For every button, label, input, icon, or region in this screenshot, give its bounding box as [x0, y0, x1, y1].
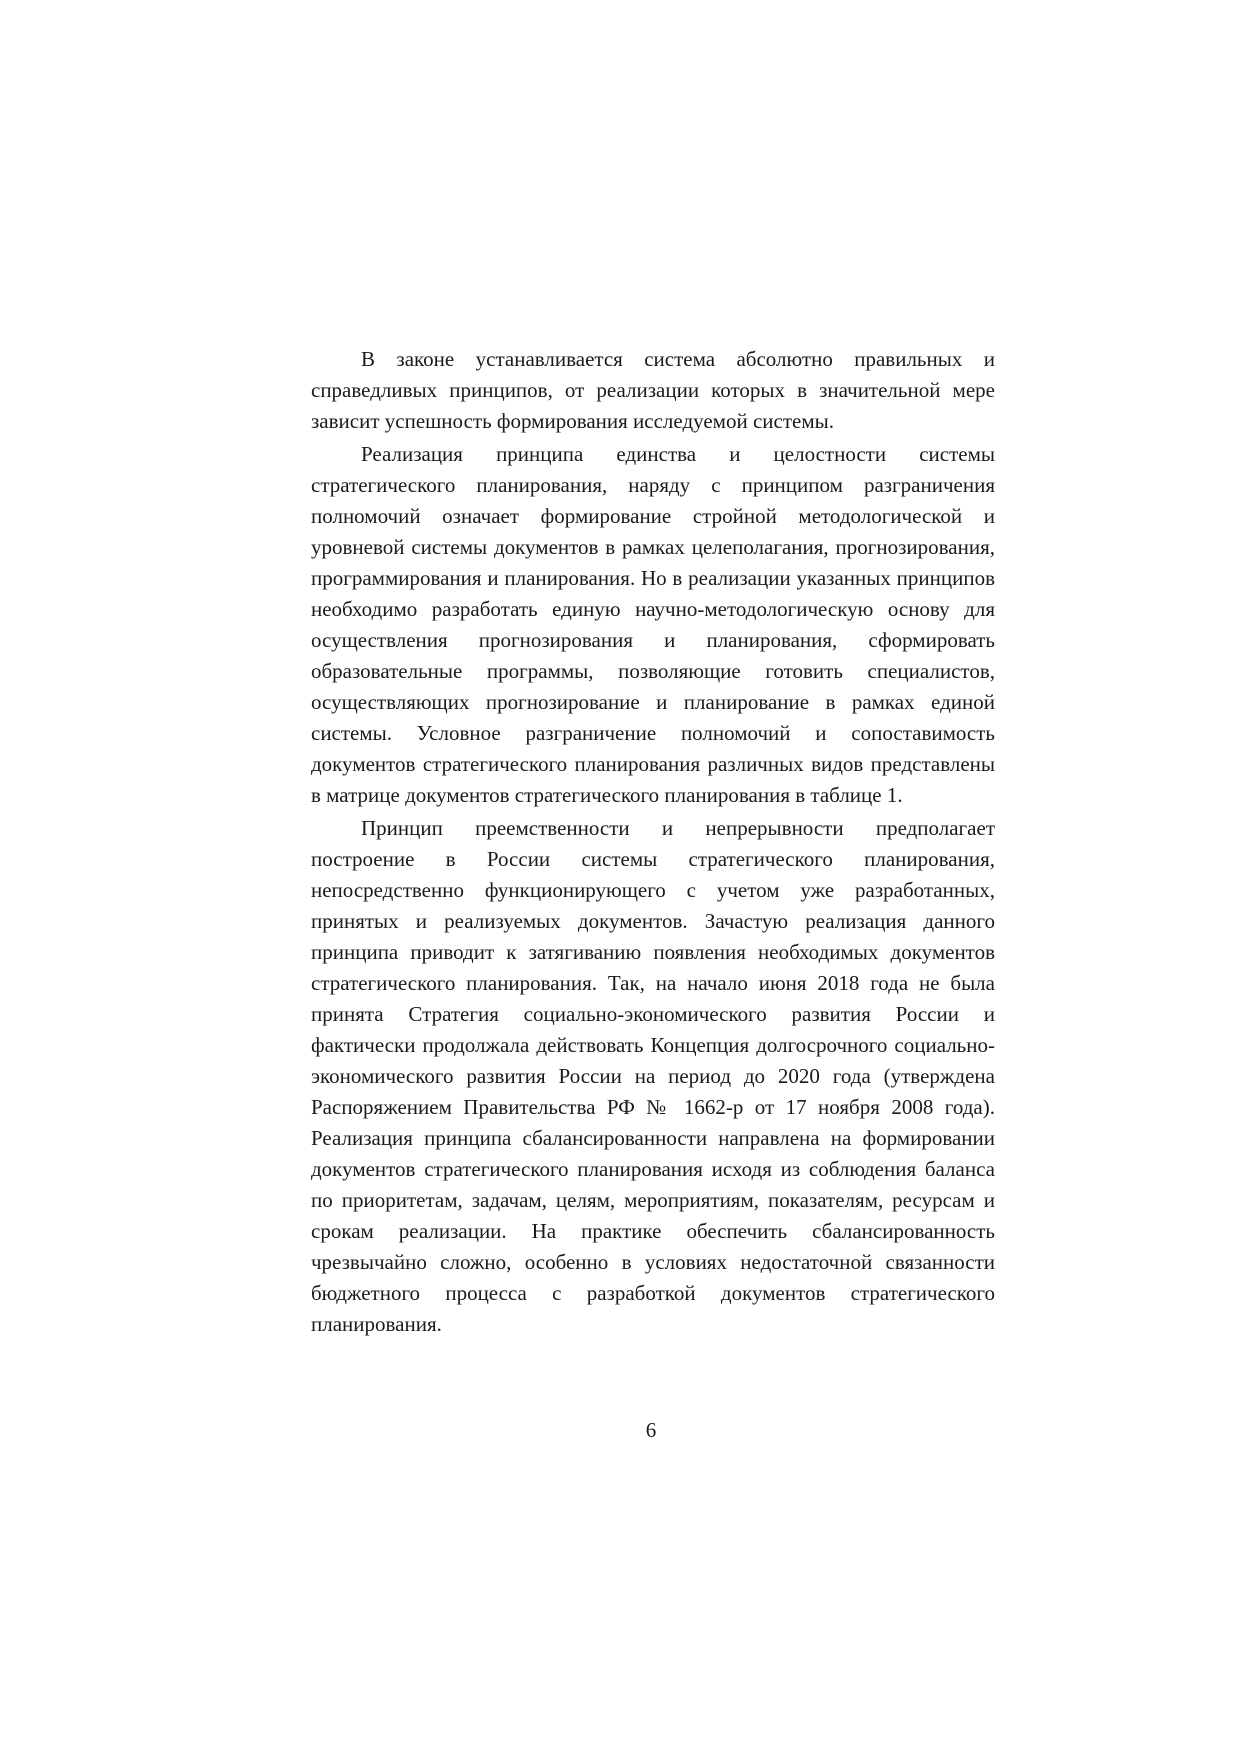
paragraph-law-principles: В законе устанавливается система абсолютно правильных и справедливых принципов, от реализации которых в значительной мере зависит успешность формирования исследуемой системы. — [311, 347, 995, 433]
paragraph-unity-principle: Реализация принципа единства и целостности системы стратегического планирования, наряду с принципом разграничения полномочий означает формирование стройной методологической и уровневой системы документов в рамках целеполагания, прогнозирования, программирования и планирования. Но в реализации указанных принципов необходимо разработать единую научно-методологическую основу для осуществления прогнозирования и планирования, сформировать образовательные программы, позволяющие готовить специалистов, осуществляющих прогнозирование и планирование в рамках единой системы. Условное разграничение полномочий и сопоставимость документов стратегического планирования различных видов представлены в матрице документов стратегического планирования в таблице 1. — [311, 442, 995, 807]
paragraph-continuity-principle: Принцип преемственности и непрерывности предполагает построение в России системы стратегического планирования, непосредственно функционирующего с учетом уже разработанных, принятых и реализуемых документов. Зачастую реализация данного принципа приводит к затягиванию появления необходимых документов стратегического планирования. Так, на начало июня 2018 года не была принята Стратегия социально-экономического развития России и фактически продолжала действовать Концепция долгосрочного социально-экономического развития России на период до 2020 года (утверждена Распоряжением Правительства РФ № 1662-р от 17 ноября 2008 года). Реализация принципа сбалансированности направлена на формировании документов стратегического планирования исходя из соблюдения баланса по приоритетам, задачам, целям, мероприятиям, показателям, ресурсам и срокам реализации. На практике обеспечить сбалансированность чрезвычайно сложно, особенно в условиях недостаточной связанности бюджетного процесса с разработкой документов стратегического планирования. — [311, 816, 995, 1336]
body-text — [311, 344, 995, 1342]
page-number: 6 — [645, 1418, 657, 1442]
